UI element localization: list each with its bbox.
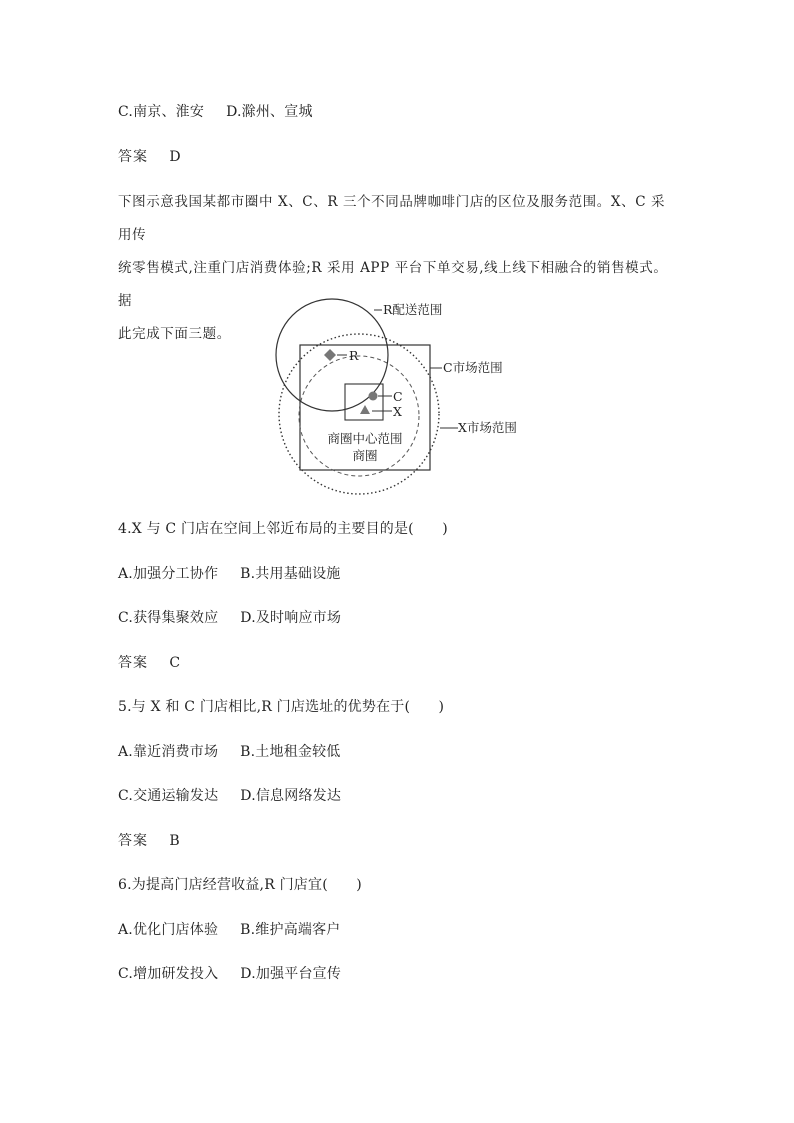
answer-4: [118, 653, 180, 673]
intro-line-3: 此完成下面三题。: [118, 326, 231, 342]
x-triangle-icon: [360, 405, 370, 414]
r-diamond-icon: [324, 349, 336, 361]
answer-label: 答案: [118, 833, 148, 849]
center-range-label: 商圈中心范围: [327, 431, 403, 446]
market-range-diagram: [262, 292, 542, 502]
question-4-options-ab: [118, 564, 341, 584]
question-6-options-cd: [118, 964, 341, 984]
district-label: 商圈: [352, 448, 378, 463]
option-b: B.共用基础设施: [240, 566, 341, 582]
answer-3: [118, 147, 181, 167]
option-a: A.靠近消费市场: [118, 744, 219, 760]
question-5-stem: 5.与 X 和 C 门店相比,R 门店选址的优势在于( ): [118, 699, 445, 715]
answer-value: D: [169, 149, 181, 165]
c-circle-icon: [369, 392, 378, 401]
center-square: [345, 384, 383, 420]
answer-5: [118, 831, 180, 851]
question-4-options-cd: [118, 608, 341, 628]
option-d: D.信息网络发达: [240, 788, 342, 804]
answer-label: 答案: [118, 655, 148, 671]
answer-value: C: [169, 655, 181, 671]
option-d: D.滁州、宣城: [226, 104, 313, 120]
answer-label: 答案: [118, 149, 148, 165]
option-a: A.优化门店体验: [118, 922, 219, 938]
option-c: C.增加研发投入: [118, 966, 219, 982]
question-6-stem: 6.为提高门店经营收益,R 门店宜( ): [118, 877, 362, 893]
option-a: A.加强分工协作: [118, 566, 219, 582]
option-c: C.交通运输发达: [118, 788, 219, 804]
option-c: C.南京、淮安: [118, 104, 205, 120]
option-d: D.加强平台宣传: [240, 966, 342, 982]
option-c: C.获得集聚效应: [118, 610, 219, 626]
question-5-options-cd: [118, 786, 341, 806]
answer-value: B: [169, 833, 180, 849]
question-4-stem: 4.X 与 C 门店在空间上邻近布局的主要目的是( ): [118, 521, 448, 537]
c-label: C: [393, 389, 403, 404]
r-label: R: [349, 348, 359, 363]
r-delivery-label: R配送范围: [383, 302, 443, 317]
question-5-options-ab: [118, 742, 341, 762]
intro-line-2: 统零售模式,注重门店消费体验;R 采用 APP 平台下单交易,线上线下相融合的销售模式。据: [118, 260, 668, 309]
question-6-options-ab: [118, 920, 341, 940]
x-label: X: [393, 404, 402, 419]
intro-line-1: 下图示意我国某都市圈中 X、C、R 三个不同品牌咖啡门店的区位及服务范围。X、C 采用传: [118, 194, 666, 243]
c-market-label: C市场范围: [443, 360, 503, 375]
option-b: B.土地租金较低: [240, 744, 341, 760]
x-market-label: X市场范围: [458, 420, 517, 435]
option-d: D.及时响应市场: [240, 610, 342, 626]
option-b: B.维护高端客户: [240, 922, 341, 938]
question-3-options: [118, 102, 313, 122]
